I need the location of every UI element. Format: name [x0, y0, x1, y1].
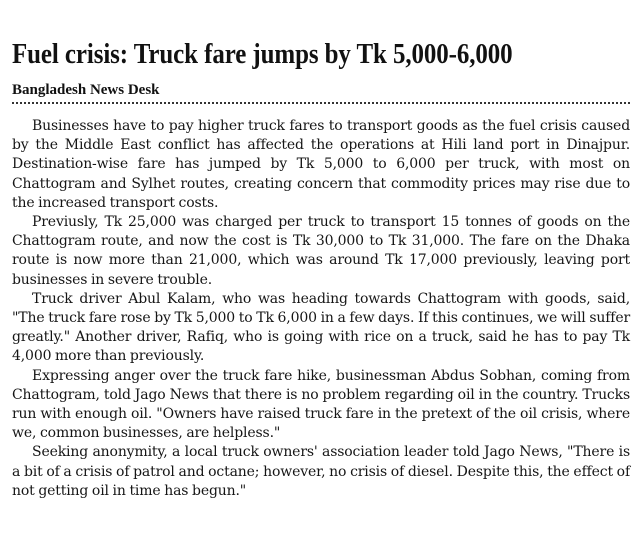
article-paragraph: Businesses have to pay higher truck fares to transport goods as the fuel crisis caused by the Middle East conflict has affected the operations at Hili land port in Dinajpur. Destination-wise fare has jumped by Tk 5,000 to 6,000 per truck, with most on Chattogram and Sylhet routes, creating concern that commodity prices may rise due to the increased transport costs.	[12, 118, 630, 211]
article-paragraph: Seeking anonymity, a local truck owners' association leader told Jago News, "There is a bit of a crisis of patrol and octane; however, no crisis of diesel. Despite this, the effect of not getting oil in time has begun."	[12, 444, 630, 499]
article-headline: Fuel crisis: Truck fare jumps by Tk 5,000-6,000	[12, 38, 513, 71]
article-paragraph: Previusly, Tk 25,000 was charged per truck to transport 15 tonnes of goods on the Chattogram route, and now the cost is Tk 30,000 to Tk 31,000. The fare on the Dhaka route is now more than 21,000, which was around Tk 17,000 previously, leaving port businesses in severe trouble.	[12, 214, 630, 288]
dotted-divider	[12, 102, 630, 104]
article-body	[12, 117, 630, 501]
article-paragraph: Truck driver Abul Kalam, who was heading towards Chattogram with goods, said, "The truck fare rose by Tk 5,000 to Tk 6,000 in a few days. If this continues, we will suffer greatly." Another driver, Rafiq, who is going with rice on a truck, said he has to pay Tk 4,000 more than previously.	[12, 290, 630, 365]
article-byline: Bangladesh News Desk	[12, 82, 160, 98]
article-paragraph: Expressing anger over the truck fare hike, businessman Abdus Sobhan, coming from Chattogram, told Jago News that there is no problem regarding oil in the country. Trucks run with enough oil. "Owners have raised truck fare in the pretext of the oil crisis, where we, common businesses, are helpless."	[12, 367, 630, 442]
